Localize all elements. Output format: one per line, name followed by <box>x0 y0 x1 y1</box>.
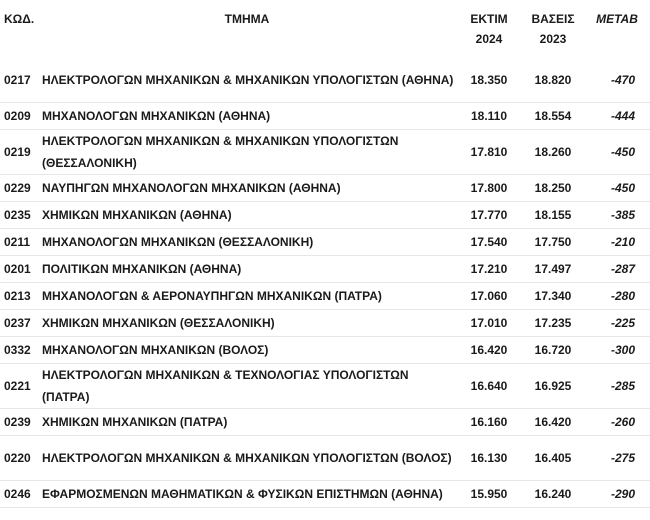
row-code: 0220 <box>0 436 38 481</box>
row-estimate: 15.950 <box>456 481 522 508</box>
row-department: ΗΛΕΚΤΡΟΛΟΓΩΝ ΜΗΧΑΝΙΚΩΝ & ΜΗΧΑΝΙΚΩΝ ΥΠΟΛΟΓΙΣΤΩΝ (ΒΟΛΟΣ) <box>38 436 456 481</box>
row-estimate: 17.060 <box>456 283 522 310</box>
row-estimate: 16.130 <box>456 436 522 481</box>
header-code: ΚΩΔ. <box>4 12 35 26</box>
table-body <box>0 58 650 508</box>
row-bases: 16.420 <box>522 409 584 436</box>
table-row <box>0 310 650 337</box>
row-estimate: 17.810 <box>456 130 522 175</box>
row-code: 0201 <box>0 256 38 283</box>
row-estimate: 17.540 <box>456 229 522 256</box>
row-bases: 18.260 <box>522 130 584 175</box>
row-estimate: 16.420 <box>456 337 522 364</box>
row-change: -287 <box>584 256 650 283</box>
header-change: ΜΕΤΑΒ <box>596 12 638 26</box>
row-code: 0209 <box>0 103 38 130</box>
row-code: 0211 <box>0 229 38 256</box>
row-department: ΕΦΑΡΜΟΣΜΕΝΩΝ ΜΑΘΗΜΑΤΙΚΩΝ & ΦΥΣΙΚΩΝ ΕΠΙΣΤΗΜΩΝ (ΑΘΗΝΑ) <box>38 481 456 508</box>
row-department: ΜΗΧΑΝΟΛΟΓΩΝ & ΑΕΡΟΝΑΥΠΗΓΩΝ ΜΗΧΑΝΙΚΩΝ (ΠΑΤΡΑ) <box>38 283 456 310</box>
row-change: -260 <box>584 409 650 436</box>
table-row <box>0 337 650 364</box>
table-header <box>0 0 650 58</box>
row-change: -225 <box>584 310 650 337</box>
row-change: -444 <box>584 103 650 130</box>
row-bases: 17.340 <box>522 283 584 310</box>
row-bases: 18.554 <box>522 103 584 130</box>
row-department: ΗΛΕΚΤΡΟΛΟΓΩΝ ΜΗΧΑΝΙΚΩΝ & ΜΗΧΑΝΙΚΩΝ ΥΠΟΛΟΓΙΣΤΩΝ (ΘΕΣΣΑΛΟΝΙΚΗ) <box>38 130 456 175</box>
row-department: ΗΛΕΚΤΡΟΛΟΓΩΝ ΜΗΧΑΝΙΚΩΝ & ΜΗΧΑΝΙΚΩΝ ΥΠΟΛΟΓΙΣΤΩΝ (ΑΘΗΝΑ) <box>38 58 456 103</box>
row-bases: 18.820 <box>522 58 584 103</box>
row-bases: 17.750 <box>522 229 584 256</box>
table-row <box>0 175 650 202</box>
table-row <box>0 229 650 256</box>
row-department: ΝΑΥΠΗΓΩΝ ΜΗΧΑΝΟΛΟΓΩΝ ΜΗΧΑΝΙΚΩΝ (ΑΘΗΝΑ) <box>38 175 456 202</box>
header-estimate-label: ΕΚΤΙΜ <box>470 12 508 26</box>
row-code: 0246 <box>0 481 38 508</box>
row-bases: 18.155 <box>522 202 584 229</box>
row-bases: 16.720 <box>522 337 584 364</box>
row-change: -290 <box>584 481 650 508</box>
row-bases: 17.235 <box>522 310 584 337</box>
row-change: -385 <box>584 202 650 229</box>
row-bases: 17.497 <box>522 256 584 283</box>
table-row <box>0 481 650 508</box>
row-code: 0229 <box>0 175 38 202</box>
header-estimate <box>456 0 522 58</box>
row-department: ΗΛΕΚΤΡΟΛΟΓΩΝ ΜΗΧΑΝΙΚΩΝ & ΤΕΧΝΟΛΟΓΙΑΣ ΥΠΟΛΟΓΙΣΤΩΝ (ΠΑΤΡΑ) <box>38 364 456 409</box>
header-bases-year: 2023 <box>539 32 567 46</box>
table-row <box>0 436 650 481</box>
table-row <box>0 409 650 436</box>
row-department: ΜΗΧΑΝΟΛΟΓΩΝ ΜΗΧΑΝΙΚΩΝ (ΑΘΗΝΑ) <box>38 103 456 130</box>
row-department: ΜΗΧΑΝΟΛΟΓΩΝ ΜΗΧΑΝΙΚΩΝ (ΒΟΛΟΣ) <box>38 337 456 364</box>
row-department: ΠΟΛΙΤΙΚΩΝ ΜΗΧΑΝΙΚΩΝ (ΑΘΗΝΑ) <box>38 256 456 283</box>
row-change: -280 <box>584 283 650 310</box>
row-code: 0237 <box>0 310 38 337</box>
row-change: -450 <box>584 130 650 175</box>
row-estimate: 17.010 <box>456 310 522 337</box>
row-department: ΧΗΜΙΚΩΝ ΜΗΧΑΝΙΚΩΝ (ΘΕΣΣΑΛΟΝΙΚΗ) <box>38 310 456 337</box>
row-estimate: 17.210 <box>456 256 522 283</box>
row-change: -285 <box>584 364 650 409</box>
row-department: ΜΗΧΑΝΟΛΟΓΩΝ ΜΗΧΑΝΙΚΩΝ (ΘΕΣΣΑΛΟΝΙΚΗ) <box>38 229 456 256</box>
table-row <box>0 364 650 409</box>
table-row <box>0 283 650 310</box>
header-estimate-year: 2024 <box>475 32 503 46</box>
row-estimate: 18.350 <box>456 58 522 103</box>
row-code: 0221 <box>0 364 38 409</box>
row-change: -210 <box>584 229 650 256</box>
row-bases: 16.925 <box>522 364 584 409</box>
table-row <box>0 58 650 103</box>
row-change: -450 <box>584 175 650 202</box>
table-row <box>0 103 650 130</box>
row-code: 0239 <box>0 409 38 436</box>
row-department: ΧΗΜΙΚΩΝ ΜΗΧΑΝΙΚΩΝ (ΠΑΤΡΑ) <box>38 409 456 436</box>
row-estimate: 18.110 <box>456 103 522 130</box>
row-change: -470 <box>584 58 650 103</box>
row-code: 0217 <box>0 58 38 103</box>
row-estimate: 17.770 <box>456 202 522 229</box>
row-estimate: 17.800 <box>456 175 522 202</box>
row-code: 0235 <box>0 202 38 229</box>
header-department: ΤΜΗΜΑ <box>224 12 270 26</box>
row-change: -275 <box>584 436 650 481</box>
row-code: 0219 <box>0 130 38 175</box>
row-code: 0213 <box>0 283 38 310</box>
row-estimate: 16.160 <box>456 409 522 436</box>
row-bases: 16.405 <box>522 436 584 481</box>
table-row <box>0 130 650 175</box>
table-row <box>0 202 650 229</box>
row-department: ΧΗΜΙΚΩΝ ΜΗΧΑΝΙΚΩΝ (ΑΘΗΝΑ) <box>38 202 456 229</box>
row-change: -300 <box>584 337 650 364</box>
header-bases-label: ΒΑΣΕΙΣ <box>531 12 575 26</box>
row-code: 0332 <box>0 337 38 364</box>
row-estimate: 16.640 <box>456 364 522 409</box>
row-bases: 18.250 <box>522 175 584 202</box>
header-bases <box>522 0 584 58</box>
row-bases: 16.240 <box>522 481 584 508</box>
table-row <box>0 256 650 283</box>
